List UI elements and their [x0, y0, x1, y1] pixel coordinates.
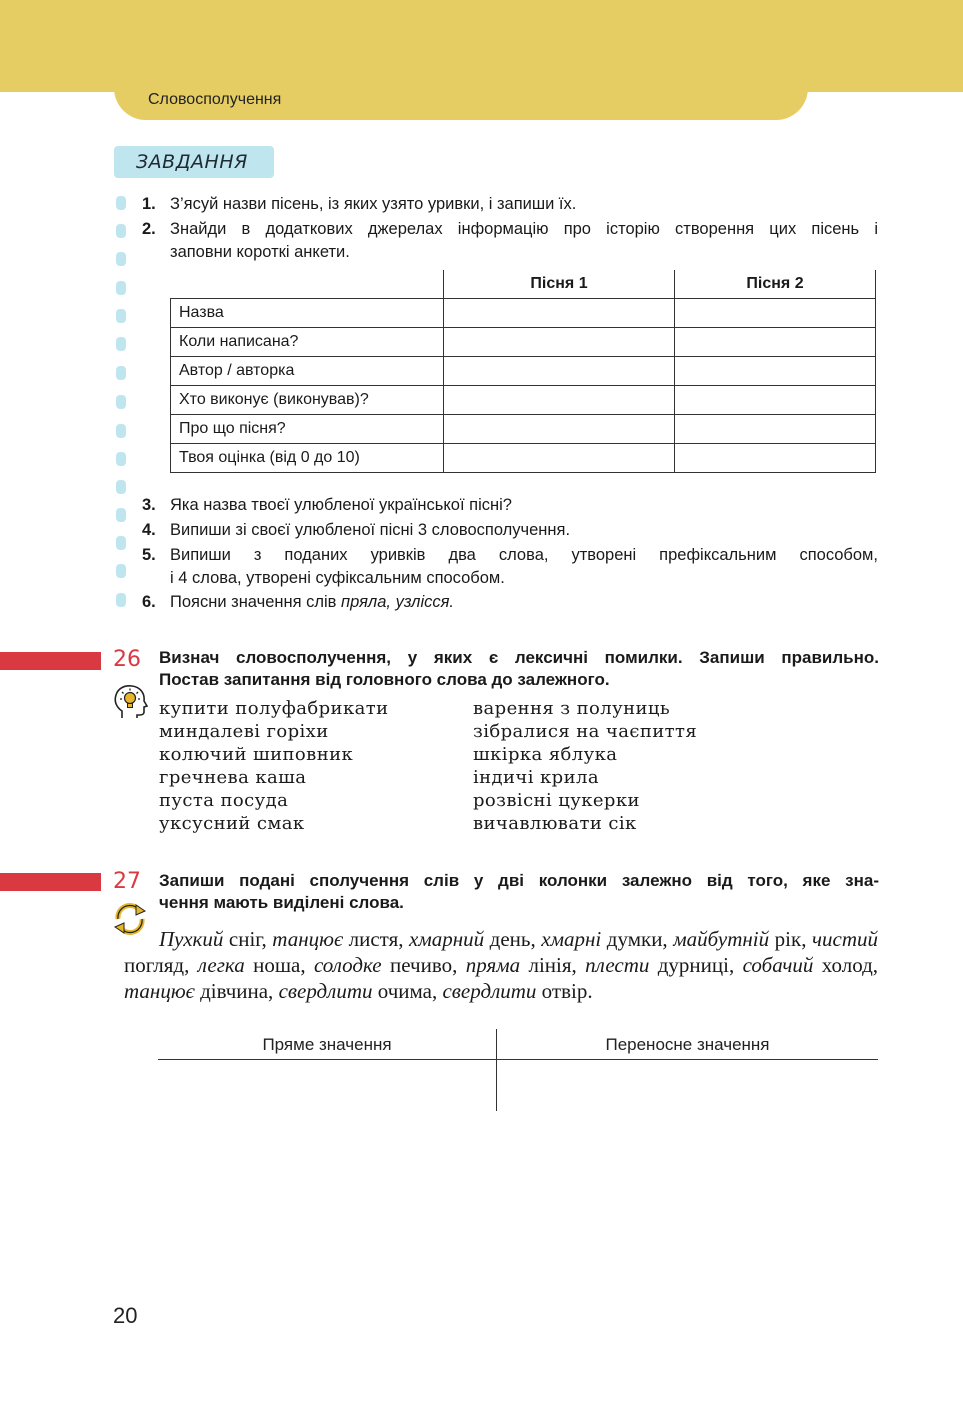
- table-cell-empty[interactable]: [675, 299, 876, 328]
- phrase-highlight: собачий: [742, 953, 814, 977]
- table-cell: Коли написана?: [171, 328, 444, 357]
- task-text: і 4 слова, утворені суфіксальним способом.: [170, 569, 505, 587]
- table-header-row: [171, 270, 876, 299]
- phrase-rest: дівчина,: [194, 979, 279, 1003]
- phrase-rest: сніг,: [223, 927, 273, 951]
- table-cell: Хто виконує (виконував)?: [171, 386, 444, 415]
- exercise-26-right-column: [473, 697, 697, 835]
- instruction-line: Запиши подані сполучення слів у дві колонки залежно від того, яке зна-: [159, 871, 879, 890]
- task-text: Знайди в додаткових джерелах інформацію про історію створення цих пісень і: [170, 220, 878, 238]
- section-title: Словосполучення: [148, 91, 282, 108]
- list-item: купити полуфабрикати: [159, 698, 389, 719]
- table-row: [171, 386, 876, 415]
- instruction-line: Визнач словосполучення, у яких є лексичні помилки. Запиши правильно.: [159, 648, 879, 667]
- task-text: заповни короткі анкети.: [170, 243, 350, 261]
- table-header-cell: Пісня 2: [675, 270, 876, 299]
- exercise-26-instruction: [159, 647, 879, 691]
- table-row: [171, 415, 876, 444]
- table-row: [171, 357, 876, 386]
- list-item: гречнева каша: [159, 767, 307, 788]
- phrase: [279, 979, 443, 1003]
- exercise-26-red-bar: [0, 652, 101, 670]
- phrase: [585, 953, 742, 977]
- phrase-rest: печиво,: [381, 953, 466, 977]
- exercise-27-instruction: [159, 870, 879, 914]
- phrase: [541, 927, 673, 951]
- phrase: [673, 927, 812, 951]
- table-cell-empty[interactable]: [444, 386, 675, 415]
- phrase-rest: день,: [484, 927, 542, 951]
- task-text-plain: Поясни значення слів: [170, 593, 342, 611]
- phrase-highlight: свердлити: [278, 979, 373, 1003]
- table-cell-empty[interactable]: [675, 415, 876, 444]
- phrase-rest: погляд,: [124, 953, 198, 977]
- phrase-rest: думки,: [601, 927, 674, 951]
- page-number: 20: [113, 1303, 138, 1328]
- phrase-rest: отвір.: [536, 979, 593, 1003]
- table-cell-empty[interactable]: [444, 444, 675, 473]
- table-cell: Про що пісня?: [171, 415, 444, 444]
- phrase-rest: дурниці,: [649, 953, 743, 977]
- phrase-rest: листя,: [343, 927, 410, 951]
- list-item: вичавлювати сік: [473, 813, 637, 834]
- phrase-highlight: пряма: [465, 953, 521, 977]
- table-cell-empty[interactable]: [444, 415, 675, 444]
- dot: [116, 480, 126, 494]
- dot: [116, 593, 126, 607]
- phrase-rest: холод,: [813, 953, 879, 977]
- task-text: З’ясуй назви пісень, із яких узято уривки, і запиши їх.: [170, 195, 577, 213]
- task-text: Випиши зі своєї улюбленої пісні 3 словосполучення.: [170, 521, 571, 539]
- list-item: колючий шиповник: [159, 744, 354, 765]
- task-number: 5.: [142, 546, 156, 564]
- phrase: [743, 953, 878, 977]
- task-text: [170, 591, 878, 614]
- list-item: індичі крила: [473, 767, 599, 788]
- dot: [116, 196, 126, 210]
- task-text: Випиши з поданих уривків два слова, утворені префіксальним способом,: [170, 546, 878, 564]
- phrase: [198, 953, 314, 977]
- exercise-26-number: 26: [113, 647, 141, 672]
- exercise-26-left-column: [159, 697, 388, 835]
- table-cell-empty[interactable]: [675, 328, 876, 357]
- list-item: миндалеві горіхи: [159, 721, 329, 742]
- task-text: Яка назва твоєї улюбленої української пісні?: [170, 496, 512, 514]
- instruction-line: Постав запитання від головного слова до залежного.: [159, 670, 610, 689]
- table-cell-empty[interactable]: [444, 299, 675, 328]
- task-number: 1.: [142, 195, 156, 213]
- phrase-highlight: свердлити: [442, 979, 537, 1003]
- dot: [116, 224, 126, 238]
- dot: [116, 281, 126, 295]
- phrase: [442, 979, 592, 1003]
- dot: [116, 395, 126, 409]
- column-divider-horizontal: [158, 1059, 878, 1060]
- meaning-columns-table: [158, 1029, 878, 1111]
- table-cell: Автор / авторка: [171, 357, 444, 386]
- task-number: 4.: [142, 521, 156, 539]
- exercise-27-phrases: [124, 926, 878, 1004]
- exercise-27-red-bar: [0, 873, 101, 891]
- dot: [116, 309, 126, 323]
- instruction-line: чення мають виділені слова.: [159, 893, 404, 912]
- phrase-highlight: плести: [585, 953, 650, 977]
- dot: [116, 536, 126, 550]
- phrase: [272, 927, 409, 951]
- phrase: [466, 953, 585, 977]
- dot: [116, 366, 126, 380]
- phrase-rest: очима,: [372, 979, 443, 1003]
- table-row: [171, 299, 876, 328]
- dot: [116, 424, 126, 438]
- task-number: 2.: [142, 220, 156, 238]
- phrase-highlight: солодке: [313, 953, 382, 977]
- table-cell-empty[interactable]: [444, 357, 675, 386]
- list-item: шкірка яблука: [473, 744, 618, 765]
- column-header-direct: Пряме значення: [262, 1035, 392, 1054]
- tasks-badge-label: ЗАВДАННЯ: [136, 151, 248, 173]
- table-cell: Назва: [171, 299, 444, 328]
- table-row: [171, 328, 876, 357]
- dot: [116, 508, 126, 522]
- dot: [116, 337, 126, 351]
- phrase-highlight: танцює: [124, 979, 195, 1003]
- table-cell: Твоя оцінка (від 0 до 10): [171, 444, 444, 473]
- table-header-cell: [171, 270, 444, 299]
- phrase-highlight: хмарний: [409, 927, 485, 951]
- phrase-highlight: чистий: [811, 927, 878, 951]
- table-cell-empty[interactable]: [675, 444, 876, 473]
- table-cell-empty[interactable]: [675, 386, 876, 415]
- phrase-highlight: Пухкий: [159, 927, 224, 951]
- phrase-rest: ноша,: [244, 953, 314, 977]
- dot: [116, 252, 126, 266]
- list-item: уксусний смак: [159, 813, 305, 834]
- phrase: [314, 953, 466, 977]
- list-item: пуста посуда: [159, 790, 289, 811]
- table-header-cell: Пісня 1: [444, 270, 675, 299]
- phrase-rest: лінія,: [520, 953, 586, 977]
- table-cell-empty[interactable]: [444, 328, 675, 357]
- phrase-highlight: легка: [197, 953, 245, 977]
- list-item: варення з полуниць: [473, 698, 671, 719]
- dot: [116, 564, 126, 578]
- phrase: [409, 927, 541, 951]
- phrase-rest: рік,: [769, 927, 812, 951]
- phrase-highlight: танцює: [272, 927, 344, 951]
- phrase-highlight: майбутній: [673, 927, 770, 951]
- phrase: [124, 979, 279, 1003]
- task-text-italic: пряла, узлісся.: [341, 593, 455, 611]
- dot: [116, 452, 126, 466]
- tasks-badge: [114, 146, 274, 178]
- exercise-27-number: 27: [113, 869, 141, 894]
- phrase: [159, 927, 272, 951]
- phrase-highlight: хмарні: [541, 927, 602, 951]
- list-item: розвісні цукерки: [473, 790, 640, 811]
- lightbulb-head-icon: [110, 682, 150, 722]
- column-divider-vertical: [496, 1029, 497, 1111]
- survey-table: [170, 270, 876, 473]
- task-number: 6.: [142, 593, 156, 611]
- column-header-figurative: Переносне значення: [605, 1035, 770, 1054]
- task-number: 3.: [142, 496, 156, 514]
- list-item: зібралися на чаєпиття: [473, 721, 698, 742]
- table-row: [171, 444, 876, 473]
- table-cell-empty[interactable]: [675, 357, 876, 386]
